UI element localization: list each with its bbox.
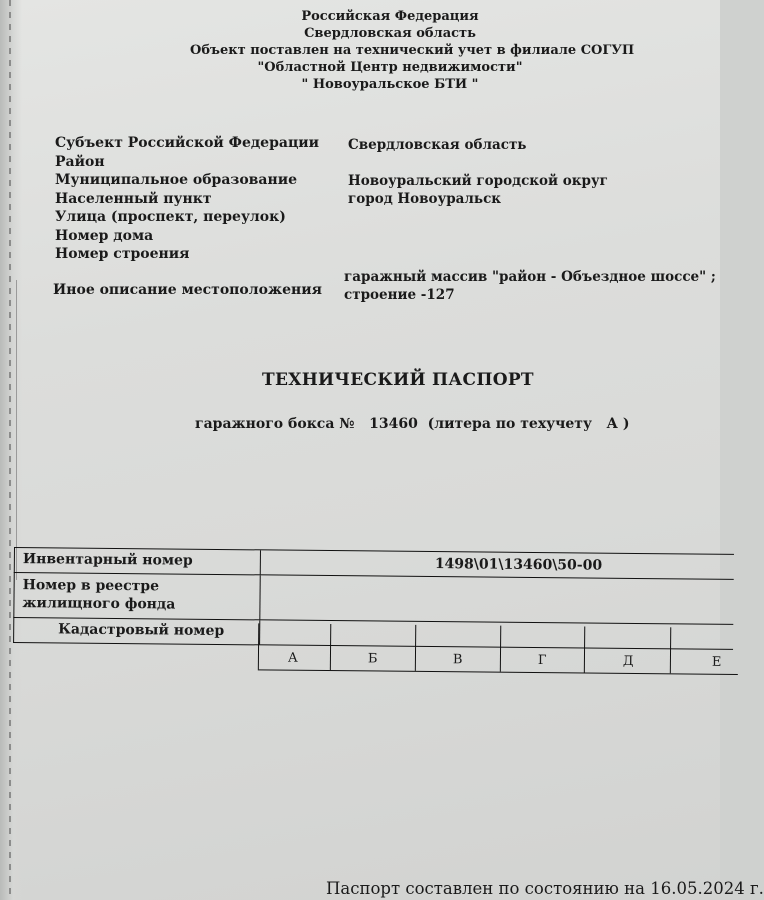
inventory-label: Инвентарный номер <box>22 551 193 569</box>
column-divider <box>260 550 261 574</box>
page-edge-line <box>16 280 17 580</box>
document-footer <box>326 879 764 898</box>
document-header <box>190 8 635 93</box>
column-divider <box>259 575 260 619</box>
registry-table <box>13 547 734 670</box>
letter-d: Д <box>622 653 634 669</box>
value-municipality: Новоуральский городской округ <box>348 173 608 189</box>
document-subtitle <box>195 416 629 432</box>
value-district-empty <box>348 154 608 172</box>
value-other-location-line1: гаражный массив "район - Объездное шоссе" ; <box>344 269 716 285</box>
garage-box-number: 13460 <box>369 416 418 432</box>
letter-column-divider <box>670 627 671 673</box>
header-country: Российская Федерация <box>301 9 479 24</box>
label-district: Район <box>55 153 105 170</box>
location-values <box>348 136 608 208</box>
label-building-number: Номер строения <box>55 246 190 262</box>
letter-a: А <box>287 650 298 666</box>
value-settlement: город Новоуральск <box>348 191 502 207</box>
letter-column-divider <box>330 624 331 670</box>
document-title: ТЕХНИЧЕСКИЙ ПАСПОРТ <box>262 370 534 390</box>
letters-row <box>258 647 738 675</box>
footer-prefix: Паспорт составлен по состоянию на <box>326 879 645 898</box>
label-street: Улица (проспект, переулок) <box>55 209 286 225</box>
perforation-line <box>9 0 11 900</box>
cadastral-label: Кадастровый номер <box>58 621 225 640</box>
header-region: Свердловская область <box>304 26 476 41</box>
registry-label: Номер в реестре жилищного фонда <box>22 577 176 613</box>
label-house-number: Номер дома <box>55 227 154 244</box>
letter-b: Б <box>367 651 378 667</box>
footer-date: 16.05.2024 г. <box>650 879 764 898</box>
header-bti: " Новоуральское БТИ " <box>301 77 479 92</box>
label-other-location: Иное описание местоположения <box>53 282 322 298</box>
subtitle-suffix: (литера по техучету А ) <box>427 416 630 432</box>
letter-g: Г <box>537 653 547 669</box>
letter-column-divider <box>584 626 585 672</box>
letter-column-divider <box>258 623 259 669</box>
letter-column-divider <box>415 625 416 671</box>
inventory-value: 1498\01\13460\50-00 <box>434 556 603 574</box>
subtitle-prefix: гаражного бокса № <box>195 416 355 432</box>
value-other-location-line2: строение -127 <box>344 287 455 303</box>
letter-column-divider <box>500 626 501 672</box>
letter-e: Е <box>711 654 722 670</box>
binding-edge <box>0 0 22 900</box>
header-registration: Объект поставлен на технический учет в филиале СОГУП <box>190 43 635 58</box>
location-labels <box>55 134 319 264</box>
label-subject: Субъект Российской Федерации <box>55 135 320 151</box>
label-settlement: Населенный пункт <box>55 190 212 207</box>
value-other-location <box>344 268 716 304</box>
value-subject: Свердловская область <box>348 137 527 153</box>
row-registry <box>13 573 733 625</box>
letter-v: В <box>452 652 463 668</box>
label-municipality: Муниципальное образование <box>55 172 298 188</box>
header-center: "Областной Центр недвижимости" <box>257 60 523 75</box>
